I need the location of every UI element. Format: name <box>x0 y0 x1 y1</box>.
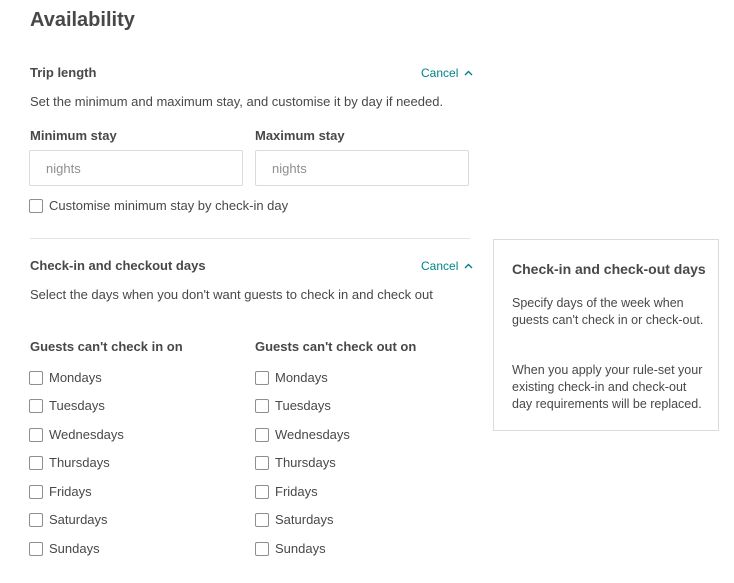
info-card-paragraph: When you apply your rule-set your existing check-in and check-out day requirements will be replaced. <box>512 363 703 411</box>
checkin-day-checkbox[interactable] <box>29 542 43 556</box>
checkin-day-row[interactable] <box>29 427 124 442</box>
checkout-day-label: Mondays <box>275 370 328 385</box>
trip-length-cancel-link[interactable] <box>421 66 473 80</box>
checkout-day-row[interactable] <box>255 427 350 442</box>
checkin-day-label: Wednesdays <box>49 427 124 442</box>
maximum-stay-input[interactable] <box>255 150 469 186</box>
trip-length-description: Set the minimum and maximum stay, and customise it by day if needed. <box>30 94 444 109</box>
checkout-column-heading: Guests can't check out on <box>255 339 417 354</box>
customise-minimum-stay-checkbox-row[interactable] <box>29 198 288 213</box>
checkin-day-checkbox[interactable] <box>29 456 43 470</box>
checkin-day-checkbox[interactable] <box>29 371 43 385</box>
checkout-day-checkbox[interactable] <box>255 513 269 527</box>
checkout-day-label: Saturdays <box>275 512 334 527</box>
checkout-day-label: Wednesdays <box>275 427 350 442</box>
customise-minimum-stay-checkbox[interactable] <box>29 199 43 213</box>
cancel-label: Cancel <box>421 259 459 273</box>
checkout-day-label: Fridays <box>275 484 318 499</box>
checkin-day-row[interactable] <box>29 370 102 385</box>
page-title: Availability <box>30 9 135 31</box>
checkin-column-heading: Guests can't check in on <box>30 339 183 354</box>
checkout-day-checkbox[interactable] <box>255 428 269 442</box>
checkout-day-row[interactable] <box>255 398 331 413</box>
info-card <box>493 239 719 431</box>
checkin-day-row[interactable] <box>29 512 108 527</box>
checkin-day-checkbox[interactable] <box>29 485 43 499</box>
minimum-stay-label: Minimum stay <box>30 128 117 143</box>
checkin-day-checkbox[interactable] <box>29 428 43 442</box>
checkout-day-row[interactable] <box>255 455 336 470</box>
checkout-day-row[interactable] <box>255 484 318 499</box>
checkin-checkout-description: Select the days when you don't want guests to check in and check out <box>30 287 433 302</box>
checkout-day-label: Sundays <box>275 541 326 556</box>
info-card-paragraph: Specify days of the week when guests can't check in or check-out. <box>512 296 704 327</box>
checkout-day-row[interactable] <box>255 512 334 527</box>
maximum-stay-label: Maximum stay <box>255 128 345 143</box>
checkout-day-label: Tuesdays <box>275 398 331 413</box>
chevron-up-icon <box>464 70 473 76</box>
checkout-day-checkbox[interactable] <box>255 399 269 413</box>
checkout-day-checkbox[interactable] <box>255 371 269 385</box>
checkout-day-label: Thursdays <box>275 455 336 470</box>
checkin-day-row[interactable] <box>29 484 92 499</box>
section-divider <box>30 238 470 239</box>
trip-length-title: Trip length <box>30 65 97 80</box>
checkin-day-label: Saturdays <box>49 512 108 527</box>
checkin-day-row[interactable] <box>29 541 100 556</box>
checkin-day-checkbox[interactable] <box>29 399 43 413</box>
checkin-checkout-title: Check-in and checkout days <box>30 258 206 273</box>
chevron-up-icon <box>464 263 473 269</box>
checkin-day-row[interactable] <box>29 455 110 470</box>
cancel-label: Cancel <box>421 66 459 80</box>
checkin-day-checkbox[interactable] <box>29 513 43 527</box>
checkin-checkout-cancel-link[interactable] <box>421 259 473 273</box>
minimum-stay-input[interactable] <box>29 150 243 186</box>
customise-minimum-stay-label: Customise minimum stay by check-in day <box>49 198 289 213</box>
checkout-day-checkbox[interactable] <box>255 485 269 499</box>
info-card-title: Check-in and check-out days <box>512 261 706 277</box>
checkin-day-label: Thursdays <box>49 455 110 470</box>
checkout-day-row[interactable] <box>255 541 326 556</box>
checkin-day-label: Tuesdays <box>49 398 105 413</box>
checkout-day-checkbox[interactable] <box>255 542 269 556</box>
checkout-day-row[interactable] <box>255 370 328 385</box>
checkout-day-checkbox[interactable] <box>255 456 269 470</box>
checkin-day-label: Fridays <box>49 484 92 499</box>
checkin-day-label: Sundays <box>49 541 100 556</box>
checkin-day-row[interactable] <box>29 398 105 413</box>
checkin-day-label: Mondays <box>49 370 102 385</box>
